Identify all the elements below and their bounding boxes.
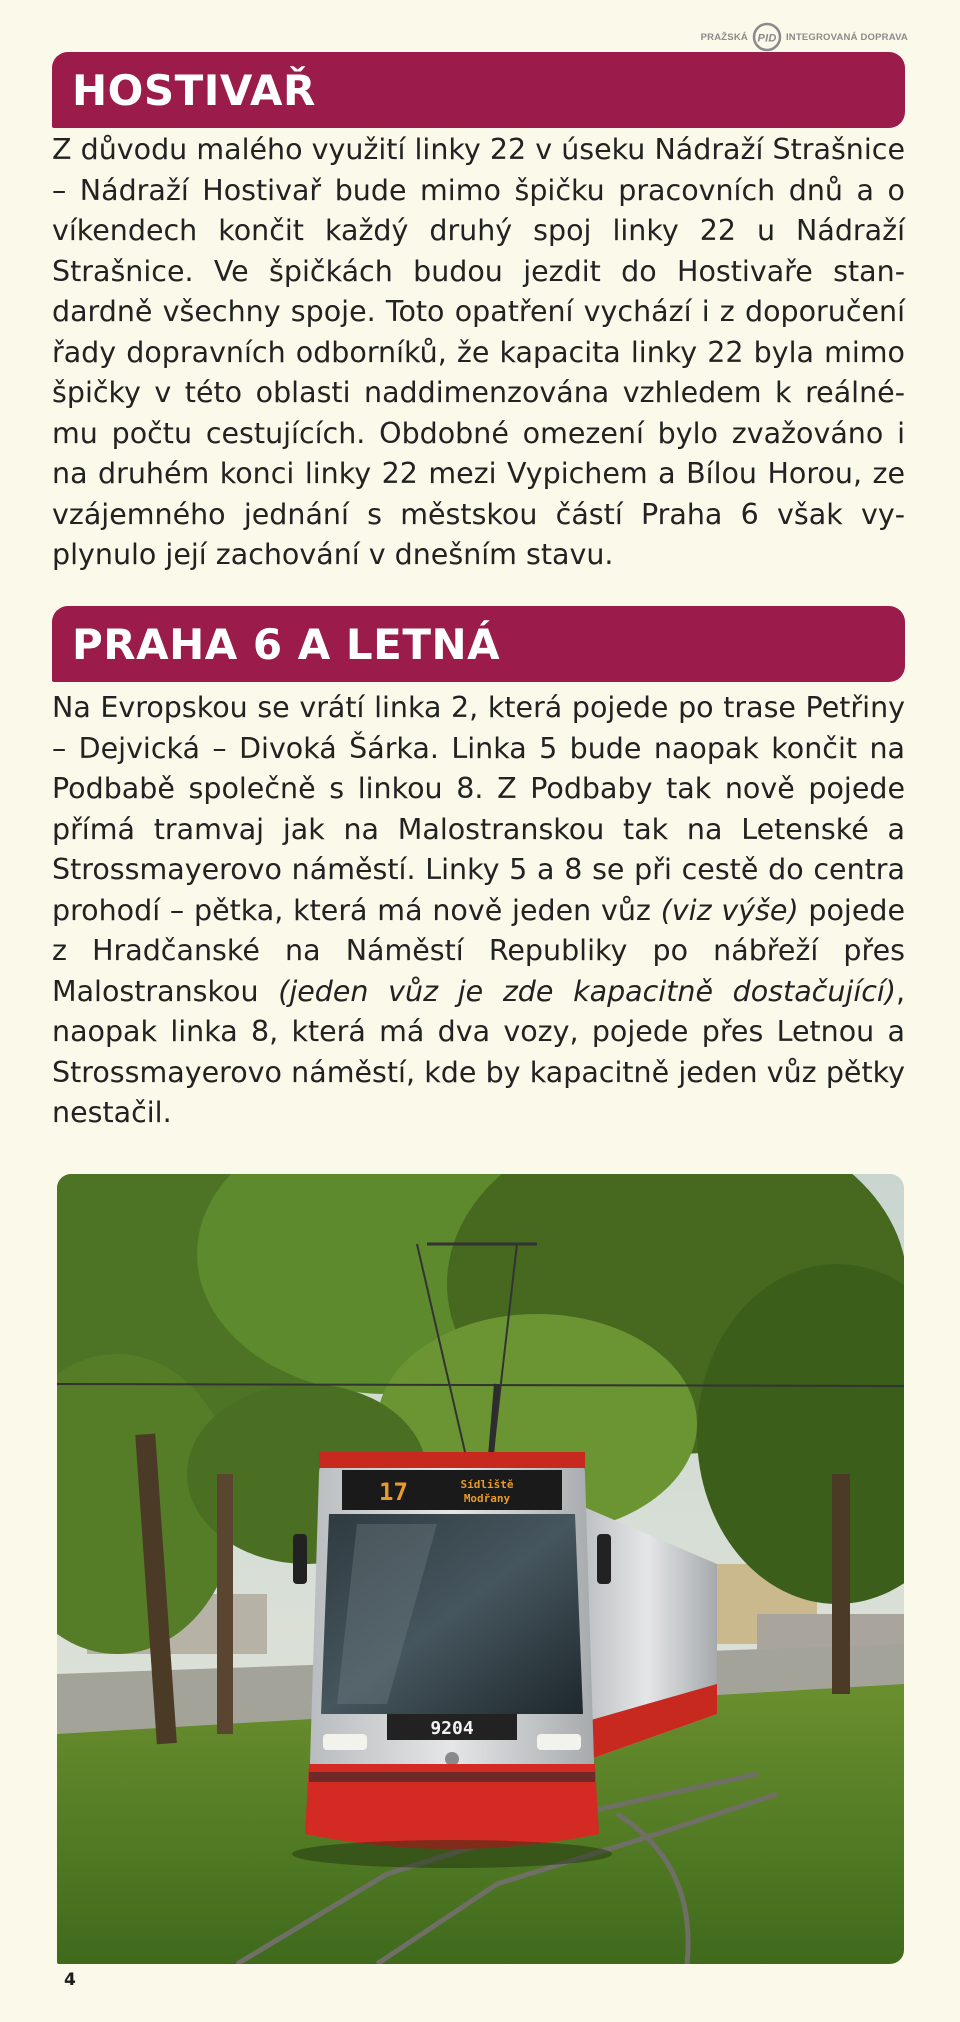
tram-photo-illustration xyxy=(57,1174,904,1964)
logo-text-left: PRAŽSKÁ xyxy=(700,31,748,43)
paragraph-italic-note: (viz výše) xyxy=(660,893,799,927)
section-title-praha6-letna: PRAHA 6 A LETNÁ xyxy=(52,606,905,682)
tram-destination-line2: Modřany xyxy=(463,1492,511,1505)
pid-logo-icon xyxy=(752,22,782,52)
paragraph-text: Na Evropskou se vrátí linka 2, která pojede po trase Petřiny – Dejvická – Divoká Šárka. Linka 5 bude naopak končit na Podbabě společně s linkou 8. Z Podbaby tak nově pojede přímá tramvaj jak na Malostranskou tak na Letenské a Strossmayerovo náměstí. Linky 5 a 8 se při cestě do centra prohodí – pětka, která má nově jeden vůz xyxy=(52,691,905,927)
pid-logo xyxy=(701,22,908,52)
tram-destination-line1: Sídliště xyxy=(460,1478,514,1491)
section-paragraph-hostivar: Z důvodu malého využití linky 22 v úseku Nádraží Strašnice – Nádraží Hostivař bude mimo špičku pracovních dnů a o víkendech končit každý druhý spoj linky 22 u Nádraží Strašnice. Ve špičkách budou jezdit do Hostivaře standardně všechny spoje. Toto opatření vychází i z doporučení řady dopravních odborníků, že kapacita linky 22 byla mimo špičky v této oblasti naddimenzována vzhledem k reálnému počtu cestujících. Obdobné omezení bylo zvažováno i na druhém konci linky 22 mezi Vypichem a Bílou Horou, ze vzájemného jednání s městskou částí Praha 6 však vyplynulo její zachování v dnešním stavu. xyxy=(52,133,905,571)
section-title-hostivar: HOSTIVAŘ xyxy=(52,52,905,128)
logo-mark-text: PID xyxy=(757,32,777,45)
logo-text-right: INTEGROVANÁ DOPRAVA xyxy=(785,31,908,43)
tram-fleet-number: 9204 xyxy=(430,1718,474,1739)
tram-route-number: 17 xyxy=(379,1478,408,1506)
paragraph-text: , naopak linka 8, která má dva vozy, pojede přes Letnou a Strossmayerovo náměstí, kde by kapacitně jeden vůz pětky nestačil. xyxy=(52,974,906,1129)
section-paragraph-praha6-letna xyxy=(52,688,905,1134)
paragraph-text: pojede z Hradčanské na Náměstí Republiky po nábřeží přes Malostranskou xyxy=(52,893,906,1008)
page-number: 4 xyxy=(64,1970,76,1990)
paragraph-italic-note: (jeden vůz je zde kapacitně dostačující) xyxy=(278,974,896,1008)
tram-photo xyxy=(57,1174,904,1964)
